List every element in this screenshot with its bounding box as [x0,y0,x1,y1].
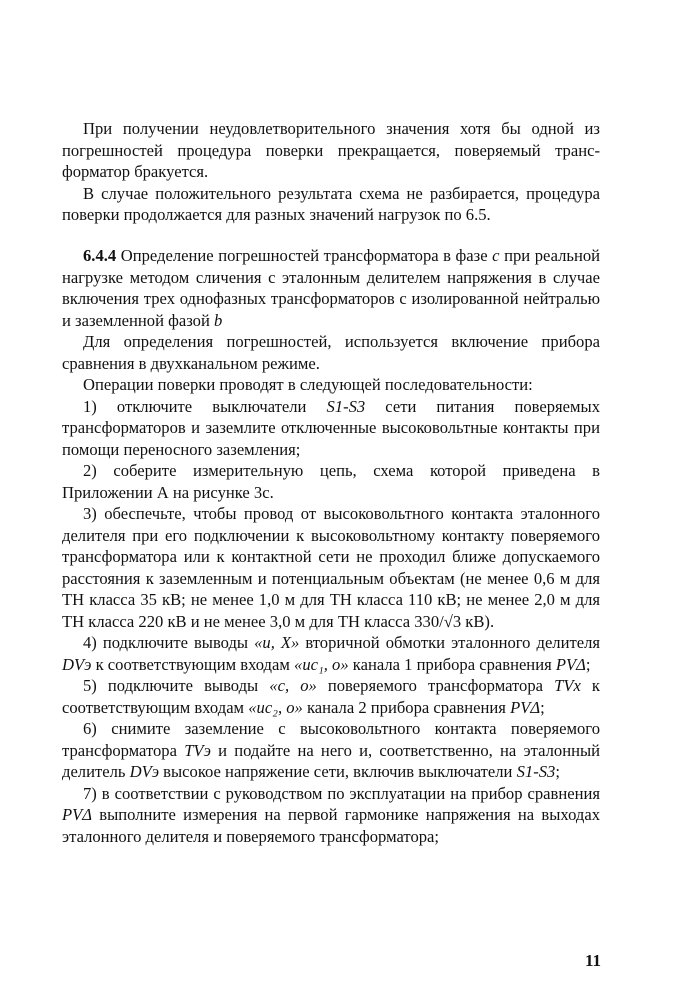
phase-b: b [214,310,223,330]
step-4: 4) подключите выводы «и, X» вторичной обмотки эталонного делителя DVэ к соответствующим входам «ис₁, о» канала 1 прибора сравнения PVΔ; [62,633,600,674]
section-number: 6.4.4 [83,246,117,265]
intro-text [62,118,600,226]
step-1: 1) отключите выключатели S1-S3 сети питания поверяемых трансформаторов и заземлите отключенные высоковольтные контакты при помощи переносного заземления; [62,396,600,459]
paragraph-mode: Для определения погрешностей, используется включение прибора сравнения в двухканальном режиме. [62,332,600,373]
paragraph-sequence: Операции поверки проводят в следующей последовательности: [83,375,533,394]
paragraph-reject: При получении неудовлетворительного значения хотя бы одной из погрешностей процедура поверки прекращается, поверяемый трансформатор бракуется. [62,119,600,181]
page-number: 11 [584,951,601,970]
step-6: 6) снимите заземление с высоковольтного контакта поверяемого трансформатора TVэ и подайте на него и, соответственно, на эталонный делитель DVэ высокое напряжение сети, включив выключатели S1-S3; [62,719,600,781]
step-3: 3) обеспечьте, чтобы провод от высоковольтного контакта эталонного делителя при его подключении к высоковольтному контакту поверяемого трансформатора или к контактной сети не проходил ближе допускаемого расстояния к заземленным и потенциальным объектам (не менее 0,6 м для ТН класса 35 кВ; не менее 1,0 м для ТН класса 110 кВ; не менее 2,0 м для ТН класса 220 кВ и не менее 3,0 м для ТН класса 330/√3 кВ). [62,504,600,631]
step-5: 5) подключите выводы «с, о» поверяемого трансформатора TVх к соответствующим входам «ис₂, о» канала 2 прибора сравнения PVΔ; [62,676,600,717]
paragraph-continue: В случае положительного результата схема не разбирается, процедура поверки продолжается для разных значений нагрузок по 6.5. [62,183,600,224]
section-6-4-4 [62,245,600,847]
step-7: 7) в соответствии с руководством по эксплуатации на прибор сравнения PVΔ выполните измерения на первой гармонике напряжения на выходах эталонного делителя и поверяемого трансформатора; [62,783,600,846]
section-heading: 6.4.4 Определение погрешностей трансформатора в фазе c при реальной нагрузке методом сличения с эталонным делителем напряжения в случае включения трех однофазных трансформаторов с изолированной нейтралью и заземленной фазой b [62,246,601,330]
step-2: 2) соберите измерительную цепь, схема которой приведена в Приложении А на рисунке 3с. [62,461,600,502]
phase-c: c [492,246,500,265]
